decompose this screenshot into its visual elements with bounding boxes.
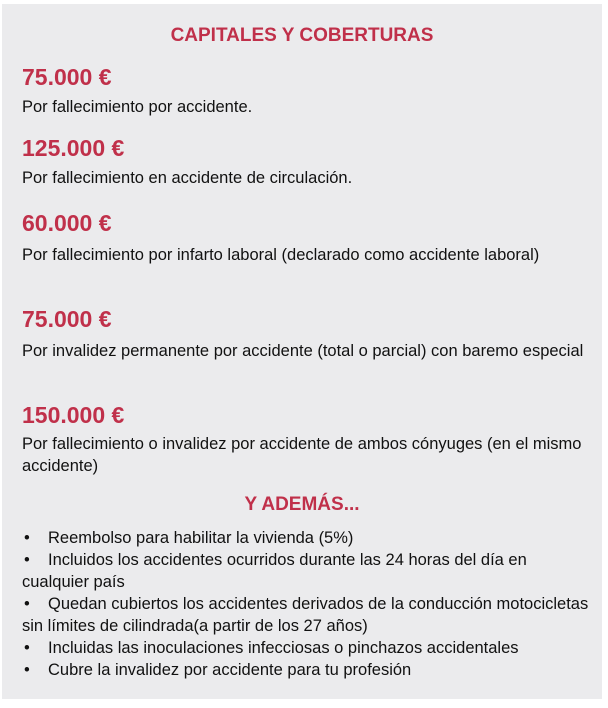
coverage-panel	[2, 4, 602, 699]
extras-list-item	[22, 637, 592, 659]
coverage-amount-2: 125.000 €	[22, 135, 125, 161]
bullet-icon: •	[24, 529, 30, 547]
coverage-description-4: Por invalidez permanente por accidente (total o parcial) con baremo especial	[22, 342, 584, 360]
extras-item-text: Incluidas las inoculaciones infecciosas o pinchazos accidentales	[48, 639, 519, 657]
extras-item-text: Quedan cubiertos los accidentes derivados de la conducción motocicletas sin límites de cilindrada(a partir de los 27 años)	[22, 595, 589, 635]
bullet-icon: •	[24, 639, 30, 657]
coverage-amount-4: 75.000 €	[22, 306, 112, 332]
bullet-icon: •	[24, 551, 30, 569]
coverage-amount-1: 75.000 €	[22, 64, 112, 90]
extras-item-text: Cubre la invalidez por accidente para tu profesión	[48, 661, 412, 679]
extras-title: Y ADEMÁS...	[244, 494, 360, 515]
extras-list-item	[22, 659, 592, 681]
extras-item-text: Reembolso para habilitar la vivienda (5%)	[48, 529, 354, 547]
coverage-description-2: Por fallecimiento en accidente de circulación.	[22, 169, 353, 187]
extras-list-item	[22, 549, 592, 593]
coverage-amount-3: 60.000 €	[22, 210, 112, 236]
coverage-description-1: Por fallecimiento por accidente.	[22, 98, 253, 116]
coverage-title: CAPITALES Y COBERTURAS	[170, 25, 434, 46]
extras-list-item	[22, 593, 592, 637]
coverage-description-5: Por fallecimiento o invalidez por accidente de ambos cónyuges (en el mismo accidente)	[22, 435, 582, 475]
extras-item-text: Incluidos los accidentes ocurridos durante las 24 horas del día en cualquier país	[22, 551, 527, 591]
coverage-description-3: Por fallecimiento por infarto laboral (declarado como accidente laboral)	[22, 246, 540, 264]
extras-list-item	[22, 527, 592, 549]
coverage-amount-5: 150.000 €	[22, 402, 125, 428]
bullet-icon: •	[24, 595, 30, 613]
bullet-icon: •	[24, 661, 30, 679]
